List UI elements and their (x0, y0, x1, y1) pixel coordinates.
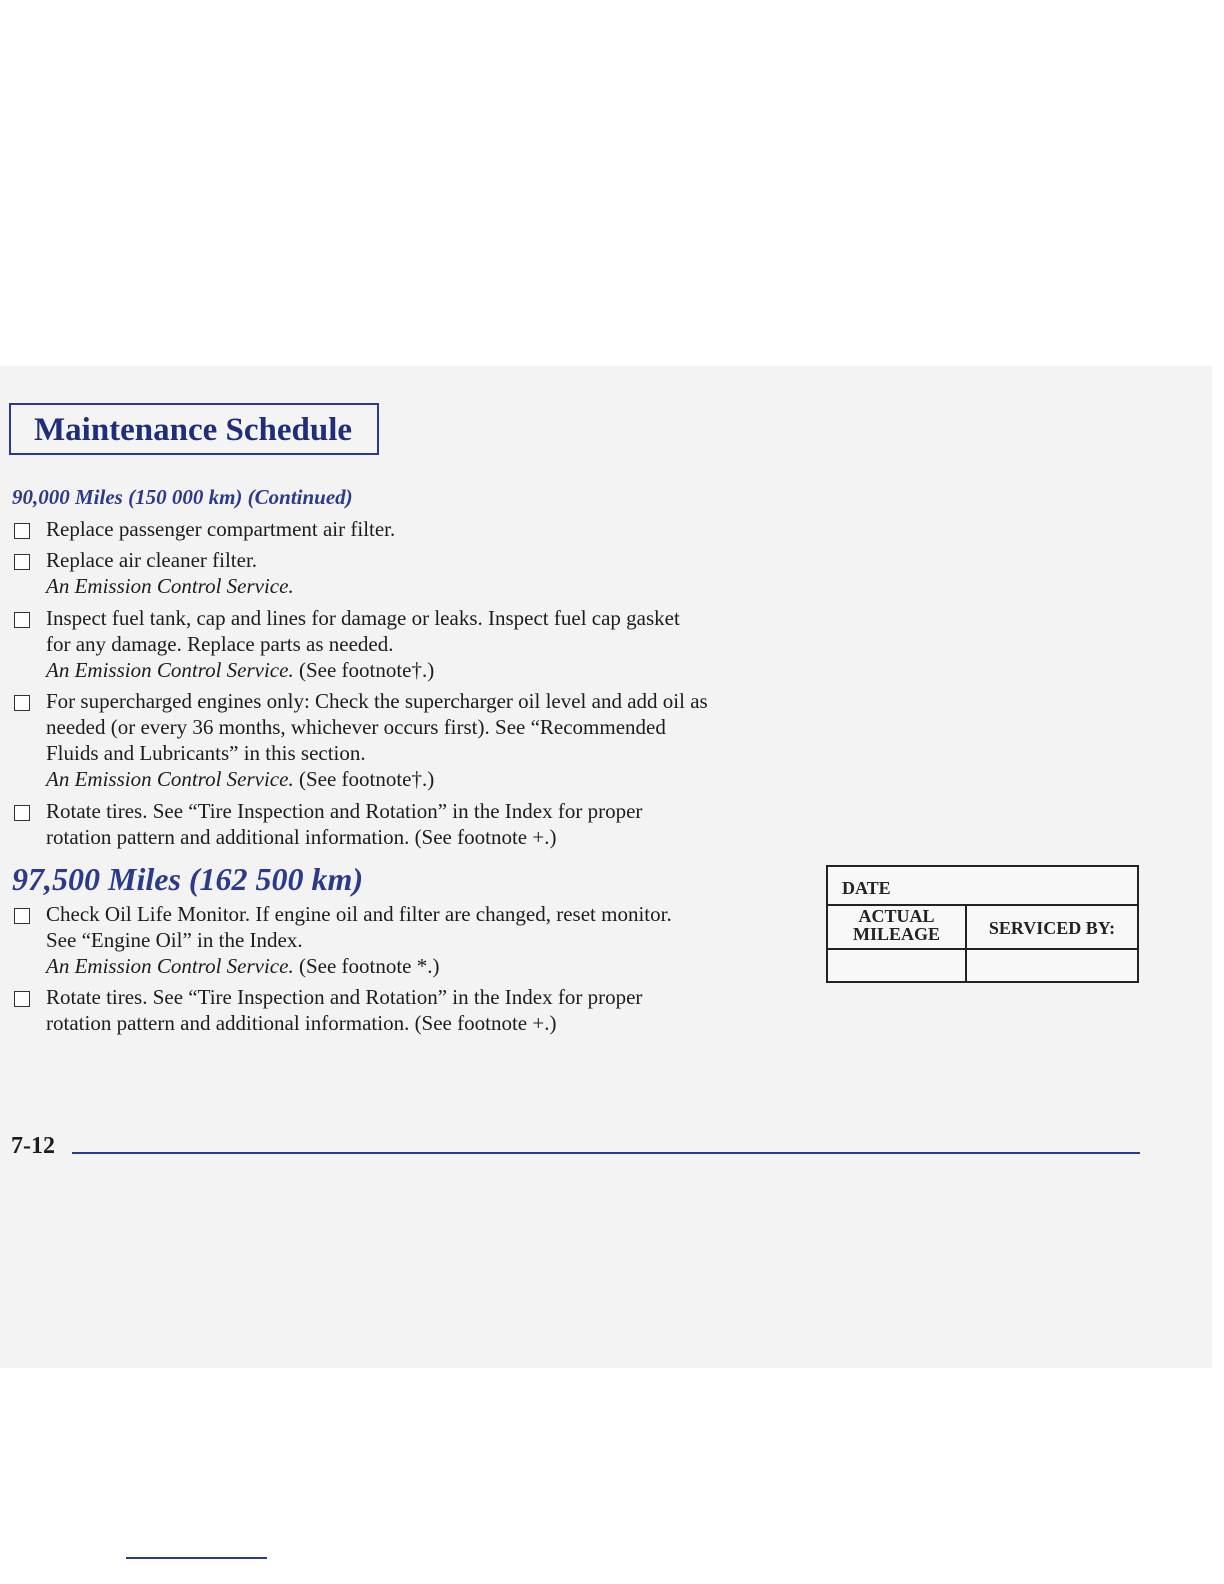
checklist-item: Replace air cleaner filter. An Emission Control Service. (46, 547, 816, 599)
emission-note: An Emission Control Service. (46, 574, 294, 598)
serviced-by-label: SERVICED BY: (988, 918, 1116, 938)
checkbox-oil-life-monitor[interactable] (14, 908, 30, 924)
checkbox-inspect-fuel-tank[interactable] (14, 612, 30, 628)
date-label: DATE (842, 878, 891, 898)
checklist-item: Rotate tires. See “Tire Inspection and Rotation” in the Index for proper rotation pattern and additional information. (See footnote +.) (46, 985, 643, 1035)
checkbox-replace-cabin-filter[interactable] (14, 523, 30, 539)
interval-heading-90000: 90,000 Miles (150 000 km) (Continued) (12, 485, 353, 509)
footnote-ref: (See footnote†.) (293, 767, 435, 791)
actual-mileage-label: ACTUAL MILEAGE (852, 906, 940, 944)
emission-note: An Emission Control Service. (See footnote *.) (46, 954, 440, 978)
checkbox-supercharger-oil[interactable] (14, 695, 30, 711)
service-record-table (826, 865, 1139, 983)
checkbox-replace-air-cleaner[interactable] (14, 554, 30, 570)
checklist-item: Replace passenger compartment air filter. (46, 517, 396, 541)
checklist-item: For supercharged engines only: Check the supercharger oil level and add oil as needed (or every 36 months, whichever occurs first). See “Recommended Fluids and Lubricants” in this section. An Emission Control Service. (See footnote†.) (46, 688, 816, 792)
interval-heading-97500: 97,500 Miles (162 500 km) (12, 861, 364, 897)
footnote-ref: (See footnote *.) (293, 954, 440, 978)
footer-rule (72, 1152, 1140, 1154)
checklist-item: Inspect fuel tank, cap and lines for damage or leaks. Inspect fuel cap gasket for any damage. Replace parts as needed. An Emission Control Service. (See footnote†.) (46, 605, 816, 683)
section-title: Maintenance Schedule (34, 412, 353, 448)
footnote-ref: (See footnote†.) (293, 658, 435, 682)
bottom-rule (126, 1557, 267, 1559)
emission-note: An Emission Control Service. (See footnote†.) (46, 658, 435, 682)
emission-note: An Emission Control Service. (See footnote†.) (46, 767, 435, 791)
checkbox-rotate-tires[interactable] (14, 805, 30, 821)
checklist-item: Check Oil Life Monitor. If engine oil and filter are changed, reset monitor. See “Engine Oil” in the Index. An Emission Control Service. (See footnote *.) (46, 901, 816, 979)
checkbox-rotate-tires-2[interactable] (14, 991, 30, 1007)
table-divider (965, 904, 967, 981)
page-number: 7-12 (11, 1133, 55, 1159)
checklist-item: Rotate tires. See “Tire Inspection and Rotation” in the Index for proper rotation pattern and additional information. (See footnote +.) (46, 799, 643, 849)
